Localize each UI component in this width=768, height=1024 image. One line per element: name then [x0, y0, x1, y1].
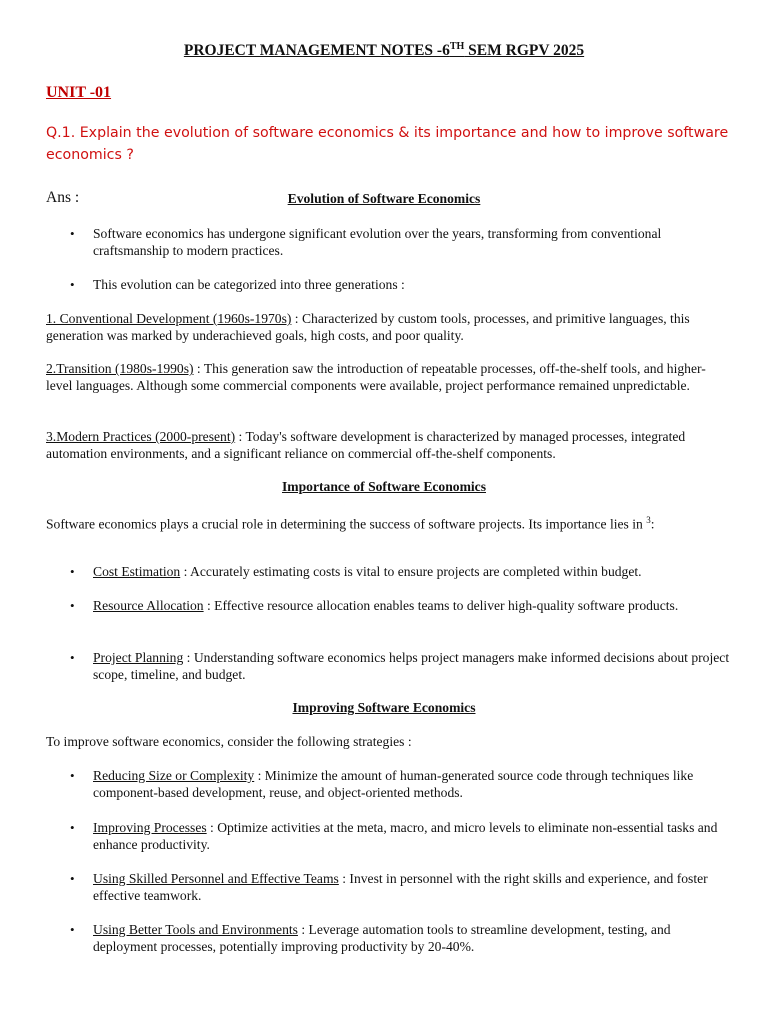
generation-desc: : Characterized by custom tools, processes, and primitive languages, this generation was marked by underachieved goals, high costs, and poor quality. — [46, 311, 690, 343]
item-term: Resource Allocation — [93, 598, 204, 613]
bullet-icon: • — [70, 650, 75, 665]
item-desc: : Leverage automation tools to streamline development, testing, and deployment processes, potentially improving productivity by 20-40%. — [93, 922, 671, 954]
item-desc: : Accurately estimating costs is vital to ensure projects are completed within budget. — [180, 564, 642, 579]
item-desc: : Minimize the amount of human-generated source code through techniques like component-based development, reuse, and object-oriented methods. — [93, 768, 694, 800]
list-item-text — [93, 870, 733, 904]
generation-desc: : Today's software development is characterized by managed processes, integrated automation environments, and a significant reliance on commercial off-the-shelf components. — [46, 429, 686, 461]
generation-term: 2.Transition (1980s-1990s) — [46, 361, 194, 376]
intro-text: Software economics plays a crucial role in determining the success of software projects. Its importance lies in — [46, 516, 643, 532]
section-heading-improving: Improving Software Economics — [292, 700, 476, 715]
generation-paragraph — [46, 360, 726, 394]
item-term: Using Better Tools and Environments — [93, 922, 298, 937]
bullet-icon: • — [70, 226, 75, 241]
list-item-text — [93, 819, 733, 853]
bullet-icon: • — [70, 598, 75, 613]
importance-intro — [46, 512, 726, 533]
generation-paragraph — [46, 428, 726, 462]
list-item-text — [93, 563, 733, 580]
generation-term: 1. Conventional Development (1960s-1970s) — [46, 311, 292, 326]
item-desc: : Effective resource allocation enables teams to deliver high-quality software products. — [203, 598, 679, 613]
list-item-text — [93, 649, 733, 683]
bullet-icon: • — [70, 768, 75, 783]
list-item-text — [93, 921, 733, 955]
title-text-end: SEM RGPV 2025 — [464, 42, 585, 59]
bullet-icon: • — [70, 922, 75, 937]
section-heading-importance: Importance of Software Economics — [282, 479, 486, 494]
list-item-text — [93, 597, 733, 614]
generation-paragraph — [46, 310, 726, 344]
improving-intro: To improve software economics, consider the following strategies : — [46, 734, 412, 749]
title-text: PROJECT MANAGEMENT NOTES -6 — [183, 42, 450, 59]
generation-desc: : This generation saw the introduction of repeatable processes, off-the-shelf tools, and higher-level languages. Although some commercial components were available, project performance remained unpredictable. — [46, 361, 706, 393]
bullet-icon: • — [70, 871, 75, 886]
answer-label: Ans : — [46, 189, 80, 206]
item-desc: : Understanding software economics helps project managers make informed decisions about project scope, timeline, and budget. — [93, 650, 730, 682]
item-desc: : Optimize activities at the meta, macro, and micro levels to eliminate non-essential tasks and enhance productivity. — [93, 820, 718, 852]
title-superscript: TH — [449, 40, 465, 52]
bullet-icon: • — [70, 820, 75, 835]
section-heading-evolution: Evolution of Software Economics — [287, 191, 481, 206]
list-item-text — [93, 767, 733, 801]
item-term: Using Skilled Personnel and Effective Teams — [93, 871, 339, 886]
intro-end: : — [650, 516, 655, 532]
footnote-marker: 3 — [646, 515, 651, 525]
question-text: Q.1. Explain the evolution of software economics & its importance and how to improve software economics ? — [46, 125, 729, 163]
item-desc: : Invest in personnel with the right skills and experience, and foster effective teamwork. — [93, 871, 708, 903]
item-term: Cost Estimation — [93, 564, 181, 579]
list-item-text: This evolution can be categorized into three generations : — [93, 277, 405, 292]
unit-heading: UNIT -01 — [46, 84, 112, 101]
bullet-icon: • — [70, 564, 75, 579]
bullet-icon: • — [70, 277, 75, 292]
generation-term: 3.Modern Practices (2000-present) — [46, 429, 236, 444]
list-item-text: Software economics has undergone significant evolution over the years, transforming from conventional craftsmanship to modern practices. — [93, 226, 662, 258]
item-term: Reducing Size or Complexity — [93, 768, 255, 783]
item-term: Project Planning — [93, 650, 184, 665]
page-title — [0, 42, 768, 59]
item-term: Improving Processes — [93, 820, 207, 835]
